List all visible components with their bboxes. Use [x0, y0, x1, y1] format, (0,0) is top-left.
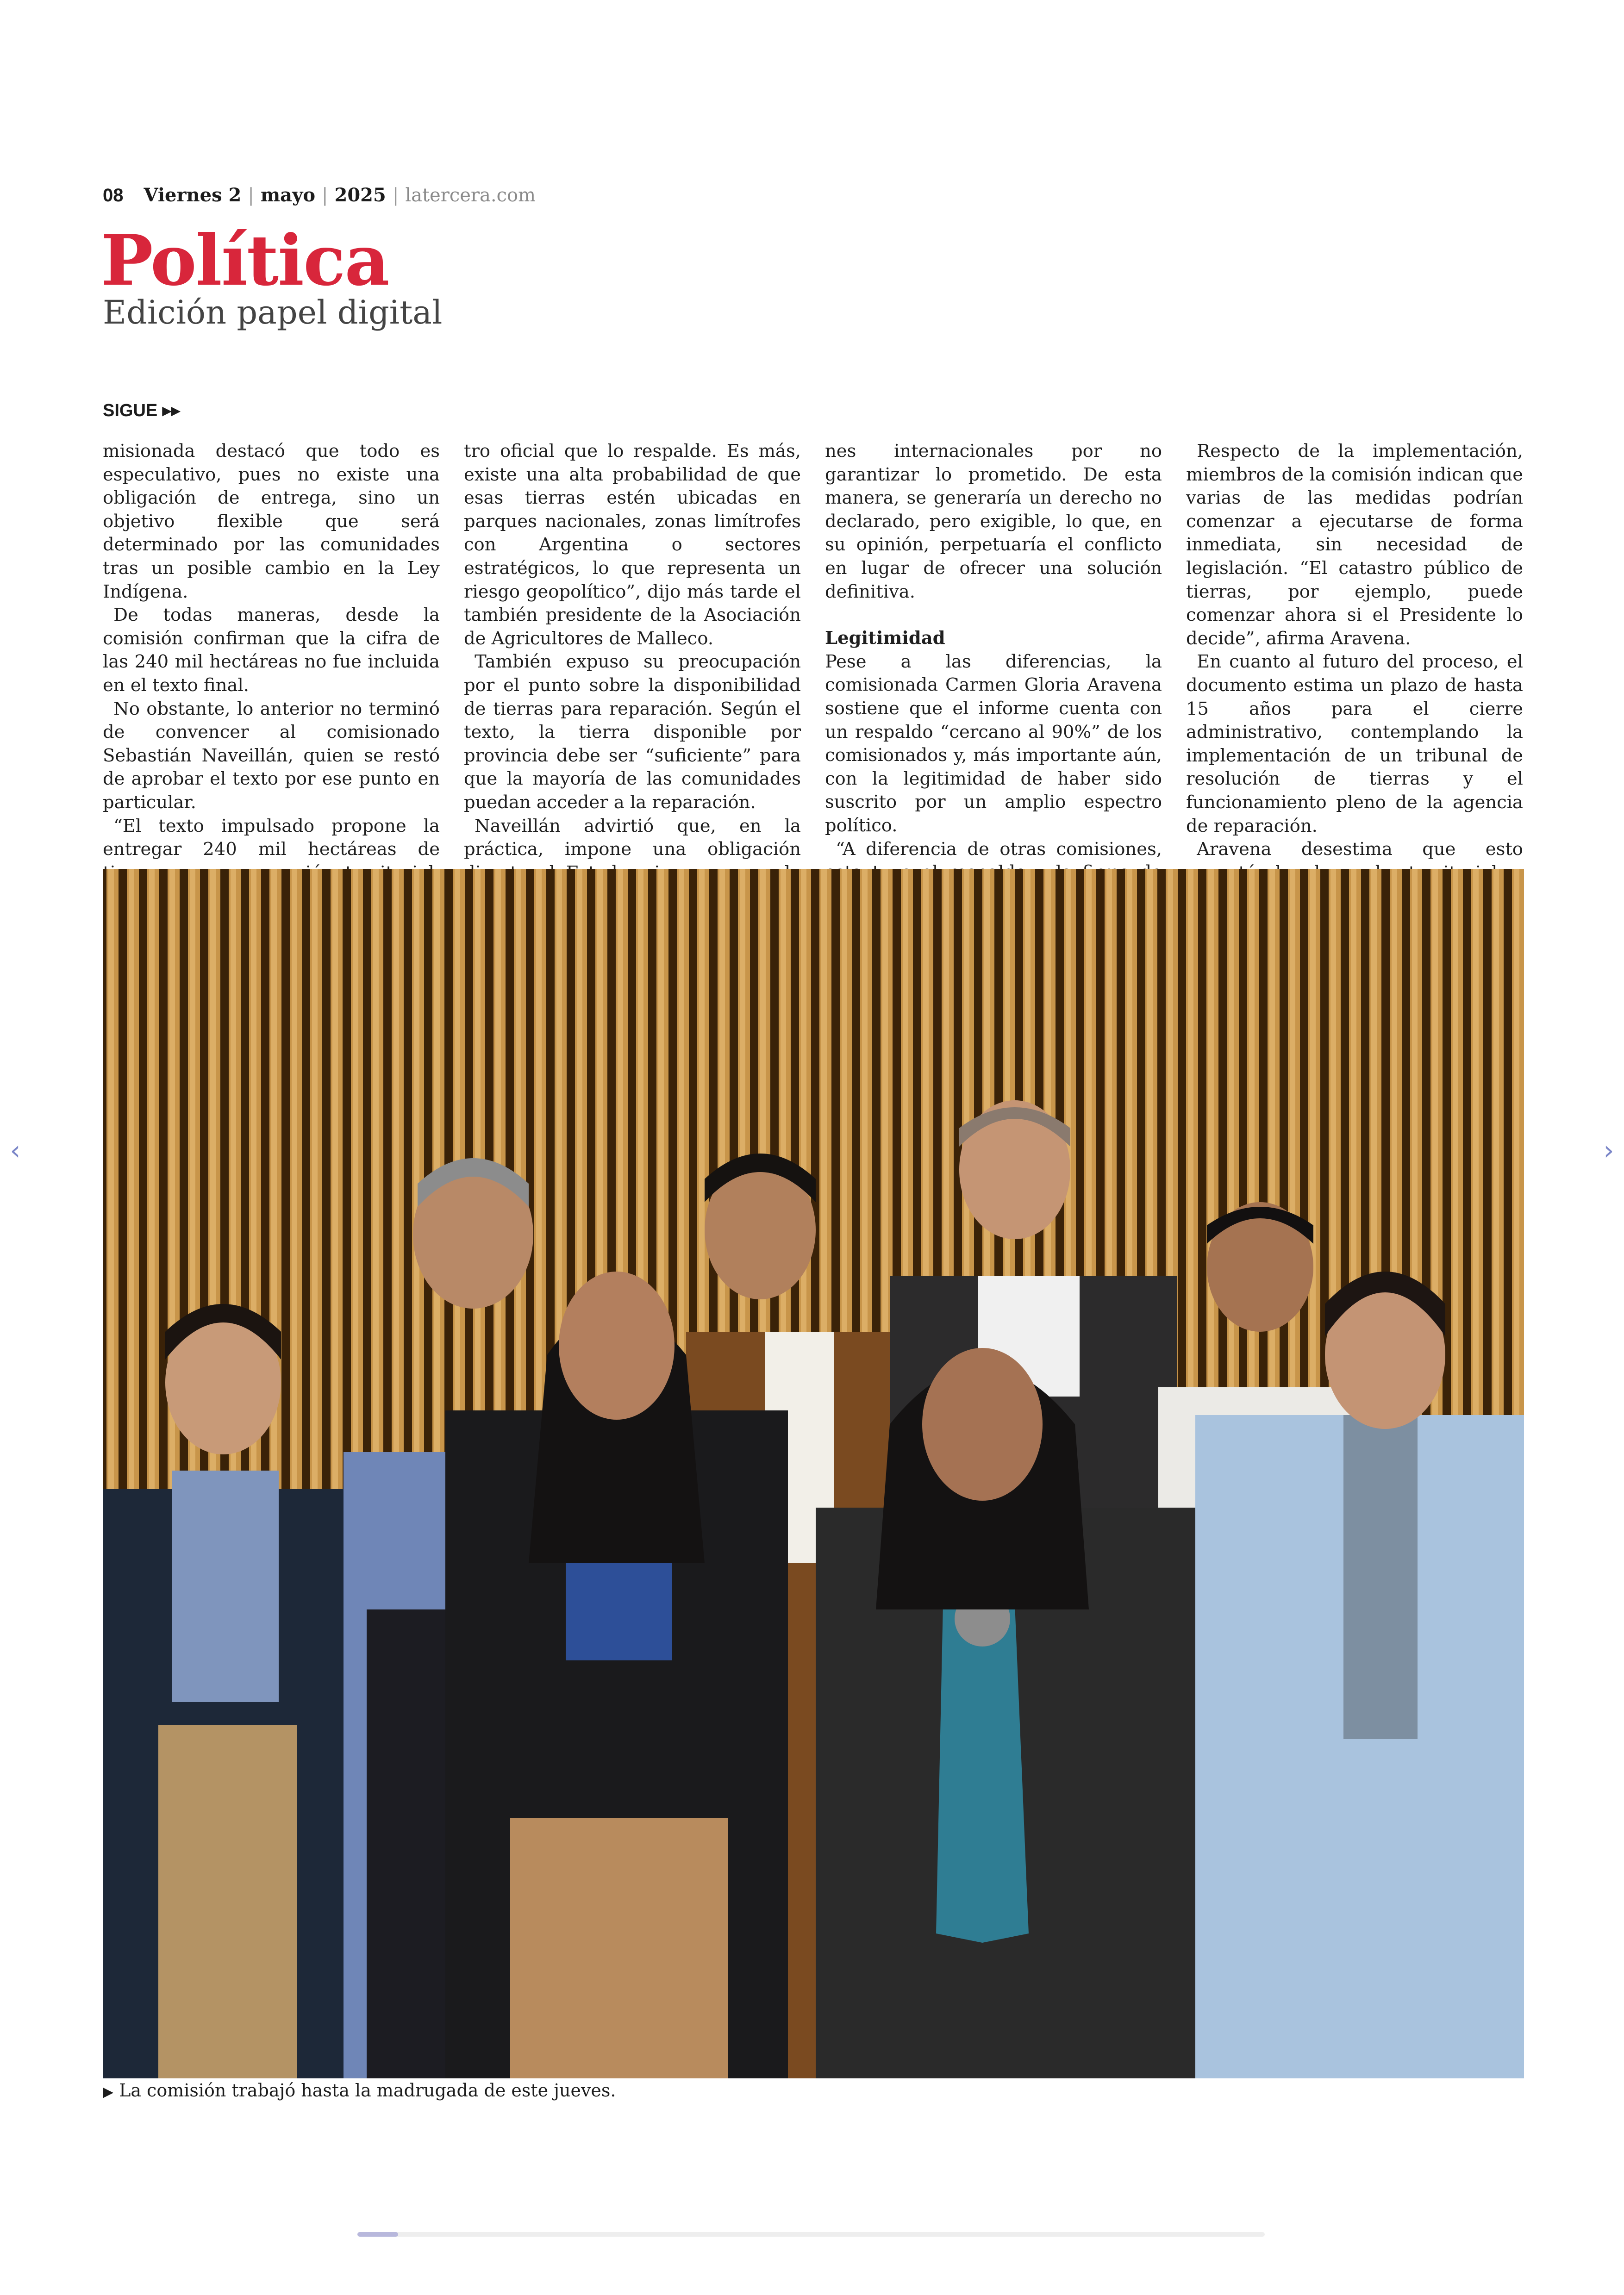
- subheading: Legitimidad: [825, 628, 945, 649]
- header-month: mayo: [260, 184, 316, 206]
- photo-caption: [103, 2080, 616, 2101]
- previous-page-button[interactable]: ‹: [10, 1135, 21, 1166]
- reading-progress-bar[interactable]: [357, 2232, 1265, 2237]
- paragraph: Naveillán advirtió que, en la práctica, impone una obligación: [464, 815, 801, 860]
- article-column-4: [1186, 440, 1523, 860]
- page-header: [103, 184, 536, 206]
- site-link[interactable]: latercera.com: [405, 185, 536, 206]
- edition-subtitle: Edición papel digital: [103, 293, 443, 331]
- header-divider: |: [248, 185, 254, 206]
- paragraph: “El texto impulsado propone la entregar 240 mil hectáreas de: [103, 815, 440, 860]
- paragraph: También expuso su preocupación por el punto sobre la disponibilidad de tierras para reparación. Según el texto, la tierra disponible por provincia debe ser “suficiente” para que la mayoría de las comunidades puedan acceder a la reparación.: [464, 651, 801, 813]
- caption-arrow-icon: ▶: [103, 2084, 114, 2100]
- header-divider: |: [322, 185, 328, 206]
- section-title: Política: [101, 220, 389, 301]
- paragraph: Pese a las diferencias, la comisionada Carmen Gloria Aravena sostiene que el informe cuenta con un respaldo “cercano al 90%” de los comisionados y, más importante aún, con la legitimidad de haber sido suscrito por un amplio espectro político.: [825, 651, 1162, 836]
- paragraph: misionada destacó que todo es especulativo, pues no existe una obligación de entrega, sino un objetivo flexible que será determinado por las comunidades tras un posible cambio en la Ley Indígena.: [103, 441, 440, 602]
- continue-label: SIGUE ▸▸: [103, 401, 180, 420]
- paragraph: De todas maneras, desde la comisión confirman que la cifra de las 240 mil hectáreas no fue incluida en el texto final.: [103, 605, 440, 696]
- page-number: 08: [103, 185, 124, 206]
- header-divider: |: [392, 185, 399, 206]
- caption-text: La comisión trabajó hasta la madrugada de este jueves.: [119, 2080, 616, 2101]
- paragraph: Respecto de la implementación, miembros de la comisión indican que varias de las medidas podrían comenzar a ejecutarse de forma inmediata, sin necesidad de legislación. “El catastro público de tierras, por ejemplo, puede comenzar ahora si el Presidente lo decide”, afirma Aravena.: [1186, 441, 1523, 649]
- progress-fill: [357, 2232, 398, 2237]
- paragraph-text: Aravena desestima que esto: [1197, 839, 1523, 860]
- paragraph: tro oficial que lo respalde. Es más, existe una alta probabilidad de que esas tierras estén ubicadas en parques nacionales, zonas limítrofes con Argentina o sectores estratégicos, lo que representa un riesgo geopolítico”, dijo más tarde el también presidente de la Asociación de Agricultores de Malleco.: [464, 441, 801, 649]
- header-day: Viernes 2: [144, 184, 242, 206]
- article-column-1: [103, 440, 440, 860]
- paragraph: En cuanto al futuro del proceso, el documento estima un plazo de hasta 15 años para el cierre administrativo, contemplando la implementación de un tribunal de resolución de tierras y el funcionamiento pleno de la agencia de reparación.: [1186, 651, 1523, 836]
- group-photo: [103, 869, 1524, 2078]
- paragraph: nes internacionales por no garantizar lo prometido. De esta manera, se generaría un derecho no declarado, pero exigible, lo que, en su opinión, perpetuaría el conflicto en lugar de ofrecer una solución definitiva.: [825, 441, 1162, 602]
- header-year: 2025: [334, 184, 386, 206]
- paragraph: No obstante, lo anterior no terminó de convencer al comisionado Sebastián Naveillán, quien se restó de aprobar el texto por ese punto en particular.: [103, 698, 440, 813]
- next-page-button[interactable]: ›: [1603, 1135, 1614, 1166]
- article-column-3: [825, 440, 1162, 860]
- article-column-2: [464, 440, 801, 860]
- paragraph: “A diferencia de otras comisiones,: [836, 838, 1162, 860]
